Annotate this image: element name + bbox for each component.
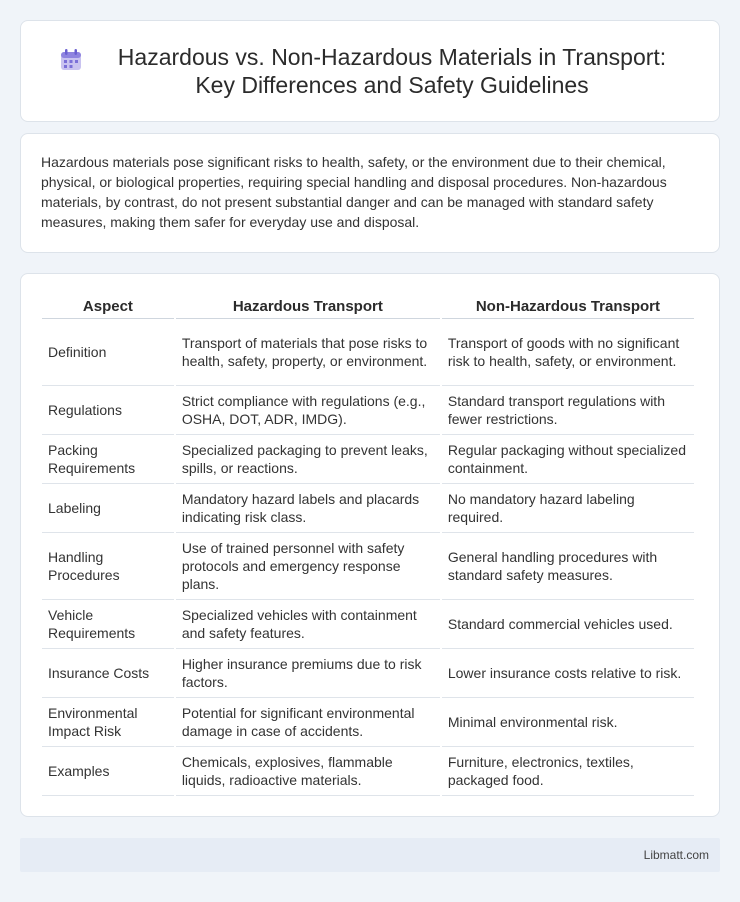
table-row	[42, 600, 694, 649]
intro-card	[20, 133, 720, 253]
header-hazardous: Hazardous Transport	[176, 294, 440, 319]
title-card	[20, 20, 720, 122]
hazardous-cell: Strict compliance with regulations (e.g., OSHA, DOT, ADR, IMDG).	[176, 386, 440, 435]
table-row	[42, 319, 694, 386]
calendar-icon	[58, 47, 84, 73]
table-row	[42, 435, 694, 484]
hazardous-cell: Specialized packaging to prevent leaks, spills, or reactions.	[176, 435, 440, 484]
aspect-cell: Vehicle Requirements	[42, 600, 174, 649]
header-aspect: Aspect	[42, 294, 174, 319]
hazardous-cell: Potential for significant environmental damage in case of accidents.	[176, 698, 440, 747]
table-row	[42, 533, 694, 600]
table-row	[42, 698, 694, 747]
table-row	[42, 649, 694, 698]
footer	[20, 838, 720, 872]
table-card	[20, 273, 720, 817]
table-row	[42, 747, 694, 796]
aspect-cell: Regulations	[42, 386, 174, 435]
table-header-row	[42, 294, 694, 319]
header-non-hazardous: Non-Hazardous Transport	[442, 294, 694, 319]
aspect-cell: Labeling	[42, 484, 174, 533]
hazardous-cell: Mandatory hazard labels and placards indicating risk class.	[176, 484, 440, 533]
title-wrap	[58, 43, 682, 99]
non-hazardous-cell: Transport of goods with no significant risk to health, safety, or environment.	[442, 319, 694, 386]
aspect-cell: Insurance Costs	[42, 649, 174, 698]
footer-brand[interactable]: Libmatt.com	[643, 848, 709, 862]
hazardous-cell: Higher insurance premiums due to risk factors.	[176, 649, 440, 698]
non-hazardous-cell: Furniture, electronics, textiles, packaged food.	[442, 747, 694, 796]
non-hazardous-cell: Standard transport regulations with fewer restrictions.	[442, 386, 694, 435]
hazardous-cell: Use of trained personnel with safety protocols and emergency response plans.	[176, 533, 440, 600]
intro-paragraph: Hazardous materials pose significant risks to health, safety, or the environment due to their chemical, physical, or biological properties, requiring special handling and disposal procedures. Non-hazardous materials, by contrast, do not present substantial danger and can be managed with standard safety measures, making them safer for everyday use and disposal.	[41, 154, 667, 230]
aspect-cell: Environmental Impact Risk	[42, 698, 174, 747]
non-hazardous-cell: Minimal environmental risk.	[442, 698, 694, 747]
hazardous-cell: Specialized vehicles with containment and safety features.	[176, 600, 440, 649]
non-hazardous-cell: Standard commercial vehicles used.	[442, 600, 694, 649]
non-hazardous-cell: General handling procedures with standard safety measures.	[442, 533, 694, 600]
table-row	[42, 484, 694, 533]
comparison-table	[40, 294, 696, 796]
hazardous-cell: Chemicals, explosives, flammable liquids, radioactive materials.	[176, 747, 440, 796]
non-hazardous-cell: Regular packaging without specialized containment.	[442, 435, 694, 484]
aspect-cell: Packing Requirements	[42, 435, 174, 484]
aspect-cell: Definition	[42, 319, 174, 386]
table-row	[42, 386, 694, 435]
aspect-cell: Examples	[42, 747, 174, 796]
hazardous-cell: Transport of materials that pose risks to health, safety, property, or environment.	[176, 319, 440, 386]
non-hazardous-cell: Lower insurance costs relative to risk.	[442, 649, 694, 698]
non-hazardous-cell: No mandatory hazard labeling required.	[442, 484, 694, 533]
page-title: Hazardous vs. Non-Hazardous Materials in Transport: Key Differences and Safety Guidelines	[117, 44, 667, 98]
aspect-cell: Handling Procedures	[42, 533, 174, 600]
